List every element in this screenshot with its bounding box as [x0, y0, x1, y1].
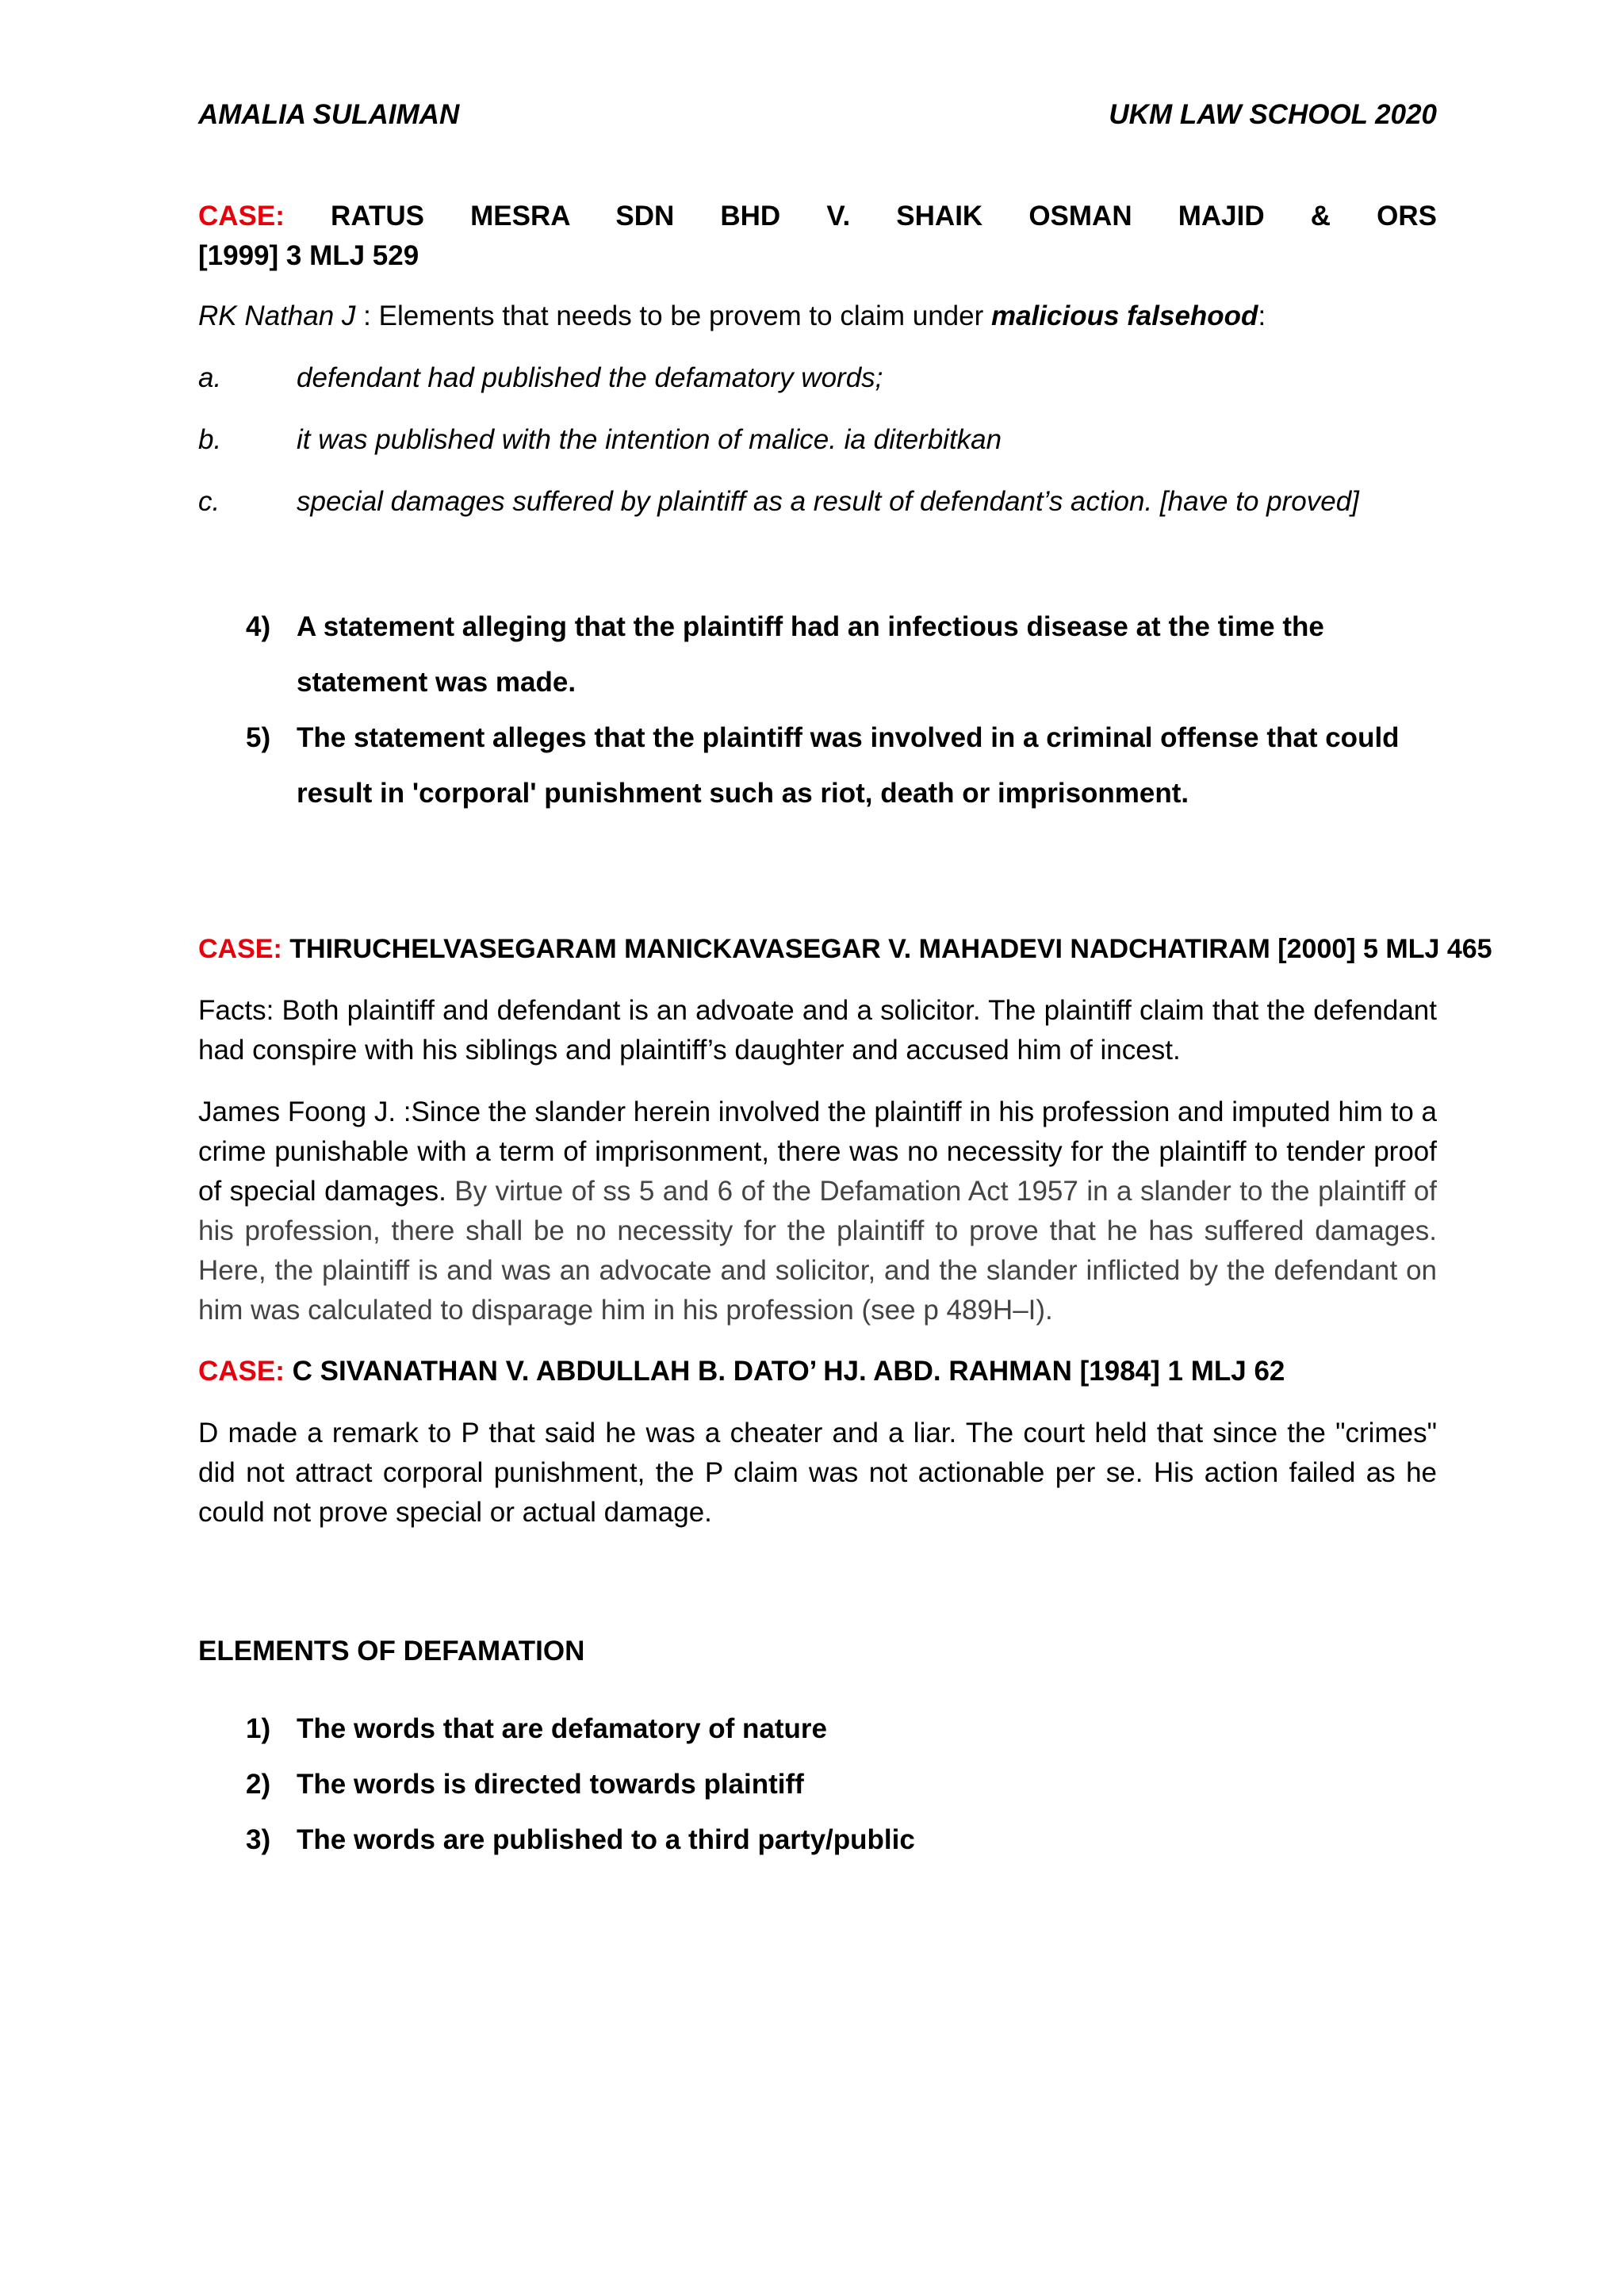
case-2-holding-quote: By virtue of ss 5 and 6 of the Defamation Act 1957 in a slander to the plaintiff of his profession, there shall be no necessity for the plaintiff to prove that he has suffered damages. Here, the plaintiff is and was an advocate and solicitor, and the slander inflicted by the defendant on him was calculated to disparage him in his profession (see p 489H–I).	[198, 1176, 1438, 1326]
list-item	[198, 420, 1437, 460]
header-school: UKM LAW SCHOOL 2020	[1109, 99, 1437, 130]
list-item-text: The words is directed towards plaintiff	[297, 1769, 804, 1800]
case-1-heading	[198, 197, 1437, 276]
elements-section	[198, 1632, 1437, 1876]
case-2-holding-main: James Foong J. :Since the slander herein involved the plaintiff in his profession and imputed him to a crime punishable with a term of imprisonment, there was no necessity for the plaintiff to tender proof of special damages.	[198, 1096, 1437, 1207]
list-marker: 4)	[246, 611, 271, 642]
case-3-body: D made a remark to P that said he was a cheater and a liar. The court held that since the "crimes" did not attract corporal punishment, the P claim was not actionable per se. His action failed as he could not prove special or actual damage.	[198, 1418, 1437, 1528]
list-marker: 1)	[246, 1713, 271, 1744]
list-item	[198, 358, 1437, 398]
case-2-section	[198, 929, 1492, 1330]
list-item	[198, 710, 1437, 821]
list-marker: b.	[198, 424, 222, 455]
case-2-title: THIRUCHELVASEGARAM MANICKAVASEGAR V. MAHADEVI NADCHATIRAM [2000] 5 MLJ 465	[289, 934, 1492, 964]
list-item	[198, 1820, 1437, 1860]
list-item-text: special damages suffered by plaintiff as a result of defendant’s action. [have to proved]	[297, 486, 1359, 517]
list-marker: 3)	[246, 1824, 271, 1855]
case-3-section	[198, 1352, 1437, 1533]
case-label: CASE:	[198, 201, 285, 232]
case-2-holding	[198, 1093, 1437, 1330]
list-item-text: it was published with the intention of malice. ia diterbitkan	[297, 424, 1002, 455]
list-marker: c.	[198, 486, 220, 517]
list-item	[198, 482, 1437, 522]
list-item	[198, 1709, 1437, 1749]
case-1-elements-list	[198, 358, 1437, 522]
case-1-intro	[198, 297, 1437, 336]
case-1-intro-end: :	[1258, 300, 1266, 331]
statements-section	[198, 599, 1437, 821]
case-1-citation: [1999] 3 MLJ 529	[198, 240, 419, 271]
list-item	[198, 1765, 1437, 1804]
case-1-intro-text: : Elements that needs to be provem to claim under	[355, 300, 991, 331]
list-marker: 5)	[246, 722, 271, 753]
case-1-section	[198, 197, 1437, 544]
list-marker: 2)	[246, 1769, 271, 1800]
list-item-text: defendant had published the defamatory words;	[297, 362, 883, 393]
list-item-text: The statement alleges that the plaintiff was involved in a criminal offense that could result in 'corporal' punishment such as riot, death or imprisonment.	[297, 722, 1400, 809]
running-header	[198, 95, 1437, 135]
list-item-text: The words that are defamatory of nature	[297, 1713, 828, 1744]
case-3-title: C SIVANATHAN V. ABDULLAH B. DATO’ HJ. ABD. RAHMAN [1984] 1 MLJ 62	[292, 1356, 1285, 1387]
case-1-title: RATUS MESRA SDN BHD V. SHAIK OSMAN MAJID & ORS	[331, 201, 1437, 232]
list-item-text: The words are published to a third party/public	[297, 1824, 915, 1855]
case-3-heading	[198, 1352, 1437, 1391]
case-1-title-line	[198, 197, 1437, 236]
elements-list	[198, 1709, 1437, 1860]
case-label: CASE:	[198, 1356, 285, 1387]
statements-list	[198, 599, 1437, 821]
case-1-judge: RK Nathan J	[198, 300, 356, 331]
case-2-facts: Facts: Both plaintiff and defendant is an advoate and a solicitor. The plaintiff claim that the defendant had conspire with his siblings and plaintiff’s daughter and accused him of incest.	[198, 995, 1437, 1066]
case-label: CASE:	[198, 934, 282, 964]
header-author: AMALIA SULAIMAN	[198, 99, 460, 130]
case-1-intro-emphasis: malicious falsehood	[990, 300, 1258, 331]
list-item	[198, 599, 1437, 710]
list-marker: a.	[198, 362, 222, 393]
list-item-text: A statement alleging that the plaintiff had an infectious disease at the time the statement was made.	[297, 611, 1324, 698]
elements-heading: ELEMENTS OF DEFAMATION	[198, 1636, 585, 1667]
case-2-heading	[198, 929, 1492, 969]
